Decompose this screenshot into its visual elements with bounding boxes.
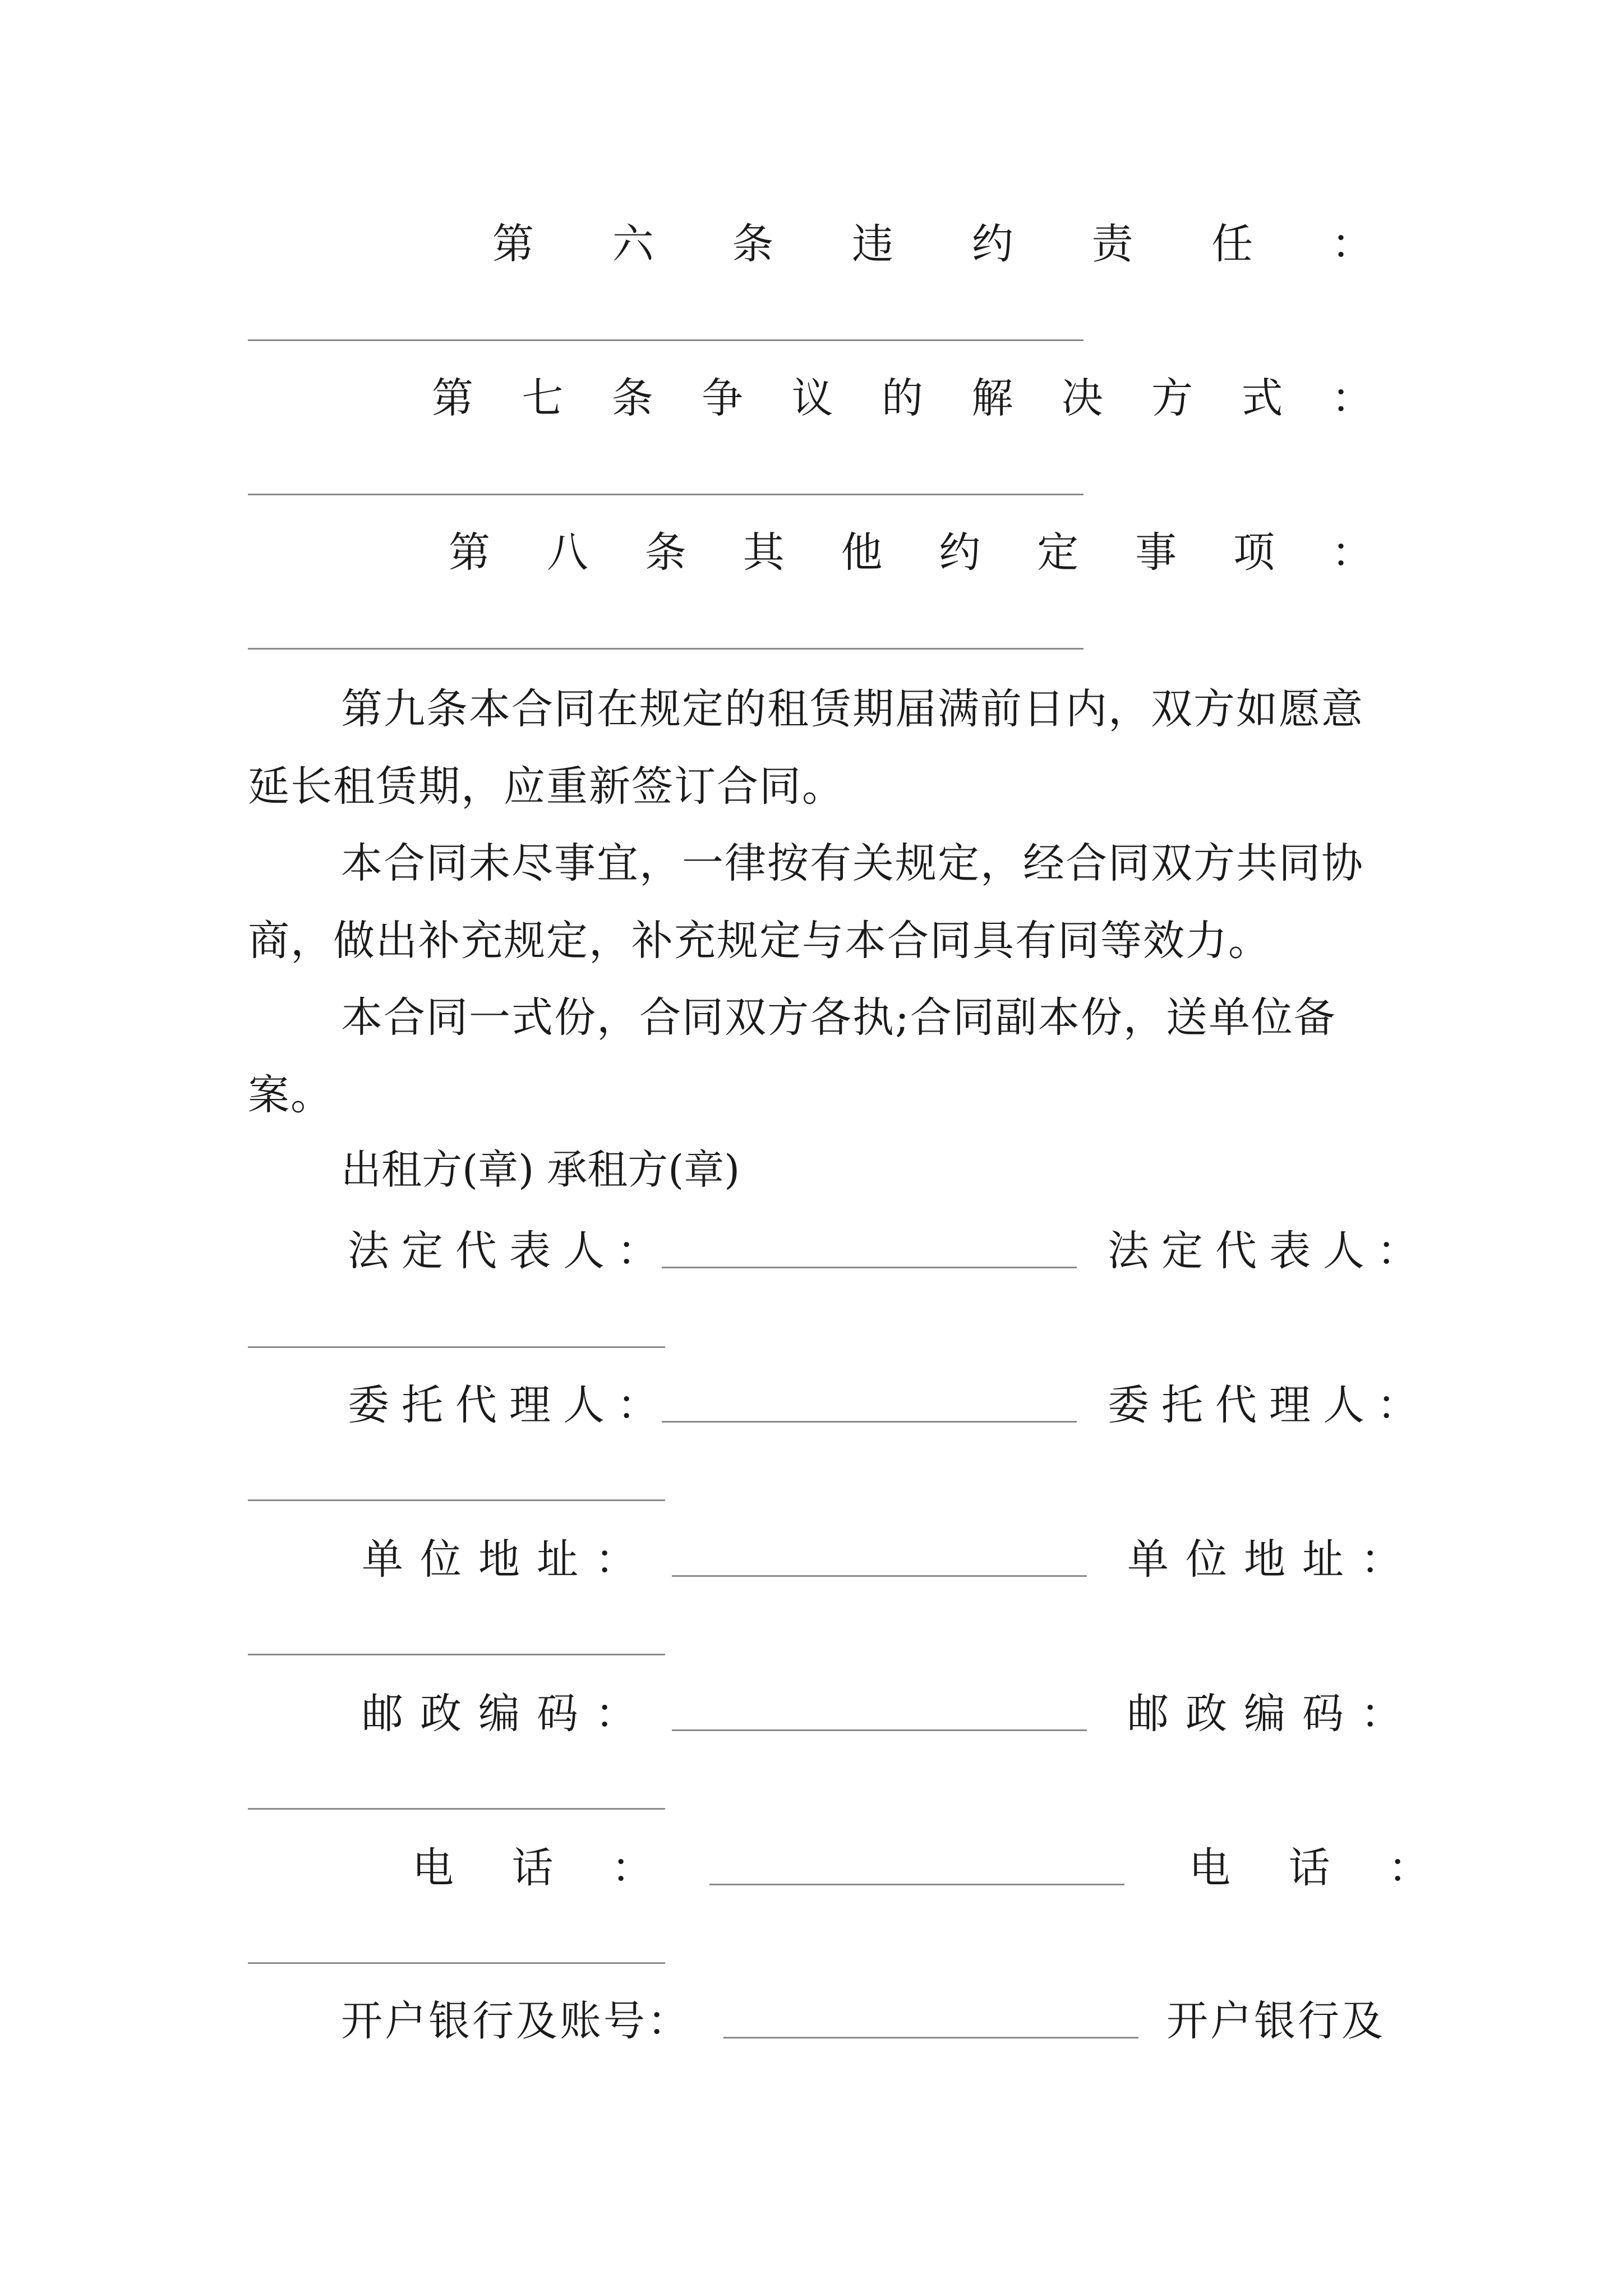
char: 违	[852, 220, 894, 268]
postcode-left-blank[interactable]	[672, 1729, 1087, 1731]
char: 约	[971, 220, 1013, 268]
address-right-label: 单位地址：	[1127, 1535, 1419, 1584]
article-9-paragraph: 第九条本合同在规定的租赁期届满前日内，双方如愿意延长租赁期，应重新签订合同。	[248, 685, 1364, 811]
char: 任	[1211, 220, 1253, 268]
phone-left-blank[interactable]	[709, 1884, 1124, 1885]
legal-rep-left-label: 法定代表人：	[348, 1227, 671, 1275]
phone-right-label: 电 话 ：	[1189, 1844, 1453, 1892]
char: 条	[644, 528, 686, 577]
char: 第	[492, 220, 534, 268]
char: 事	[1135, 528, 1177, 577]
char: 第	[432, 374, 473, 422]
article-7-heading	[432, 370, 1373, 426]
phone-right-blank[interactable]	[248, 1962, 665, 1964]
legal-rep-left-blank[interactable]	[662, 1267, 1077, 1268]
article-8-heading	[449, 524, 1373, 581]
bank-left-blank[interactable]	[723, 2037, 1138, 2039]
char: 他	[841, 528, 883, 577]
char: 责	[1091, 220, 1133, 268]
fill-line	[248, 339, 1083, 341]
char: 条	[611, 374, 653, 422]
char: 解	[971, 374, 1013, 422]
char: 定	[1037, 528, 1079, 577]
char: 方	[1151, 374, 1193, 422]
char: 式	[1241, 374, 1283, 422]
agent-left-blank[interactable]	[662, 1421, 1077, 1423]
bank-right-label: 开户银行及	[1166, 1997, 1385, 2045]
char: ：	[1331, 374, 1373, 422]
address-left-label: 单位地址：	[362, 1535, 653, 1584]
char: 六	[612, 220, 654, 268]
bank-left-label: 开户银行及账号：	[341, 1997, 691, 2045]
char: 争	[702, 374, 744, 422]
char: 决	[1061, 374, 1103, 422]
postcode-left-label: 邮政编码：	[362, 1690, 653, 1738]
legal-rep-right-blank[interactable]	[248, 1346, 665, 1348]
char: ：	[1331, 220, 1373, 268]
address-right-blank[interactable]	[248, 1654, 665, 1655]
char: 项	[1233, 528, 1275, 577]
address-left-blank[interactable]	[672, 1575, 1087, 1577]
unresolved-matters-paragraph: 本合同未尽事宜，一律按有关规定，经合同双方共同协商，做出补充规定，补充规定与本合同具有同等效力。	[248, 839, 1364, 965]
agent-right-blank[interactable]	[248, 1499, 665, 1501]
char: 约	[939, 528, 981, 577]
article-6-heading	[492, 216, 1373, 272]
postcode-right-blank[interactable]	[248, 1808, 665, 1810]
char: 的	[881, 374, 923, 422]
agent-right-label: 委托代理人：	[1108, 1381, 1431, 1429]
postcode-right-label: 邮政编码：	[1127, 1690, 1419, 1738]
legal-rep-right-label: 法定代表人：	[1108, 1227, 1431, 1275]
char: 其	[743, 528, 785, 577]
fill-line	[248, 494, 1083, 495]
char: 条	[732, 220, 774, 268]
char: 七	[522, 374, 564, 422]
agent-left-label: 委托代理人：	[348, 1381, 671, 1429]
fill-line	[248, 648, 1083, 650]
char: 八	[546, 528, 588, 577]
char: 第	[449, 528, 490, 577]
copies-paragraph: 本合同一式份，合同双方各执;合同副本份，送单位备案。	[248, 993, 1336, 1119]
char: 议	[791, 374, 833, 422]
char: ：	[1331, 528, 1373, 577]
phone-left-label: 电 话 ：	[412, 1844, 676, 1892]
parties-line: 出租方(章) 承租方(章)	[341, 1146, 740, 1193]
